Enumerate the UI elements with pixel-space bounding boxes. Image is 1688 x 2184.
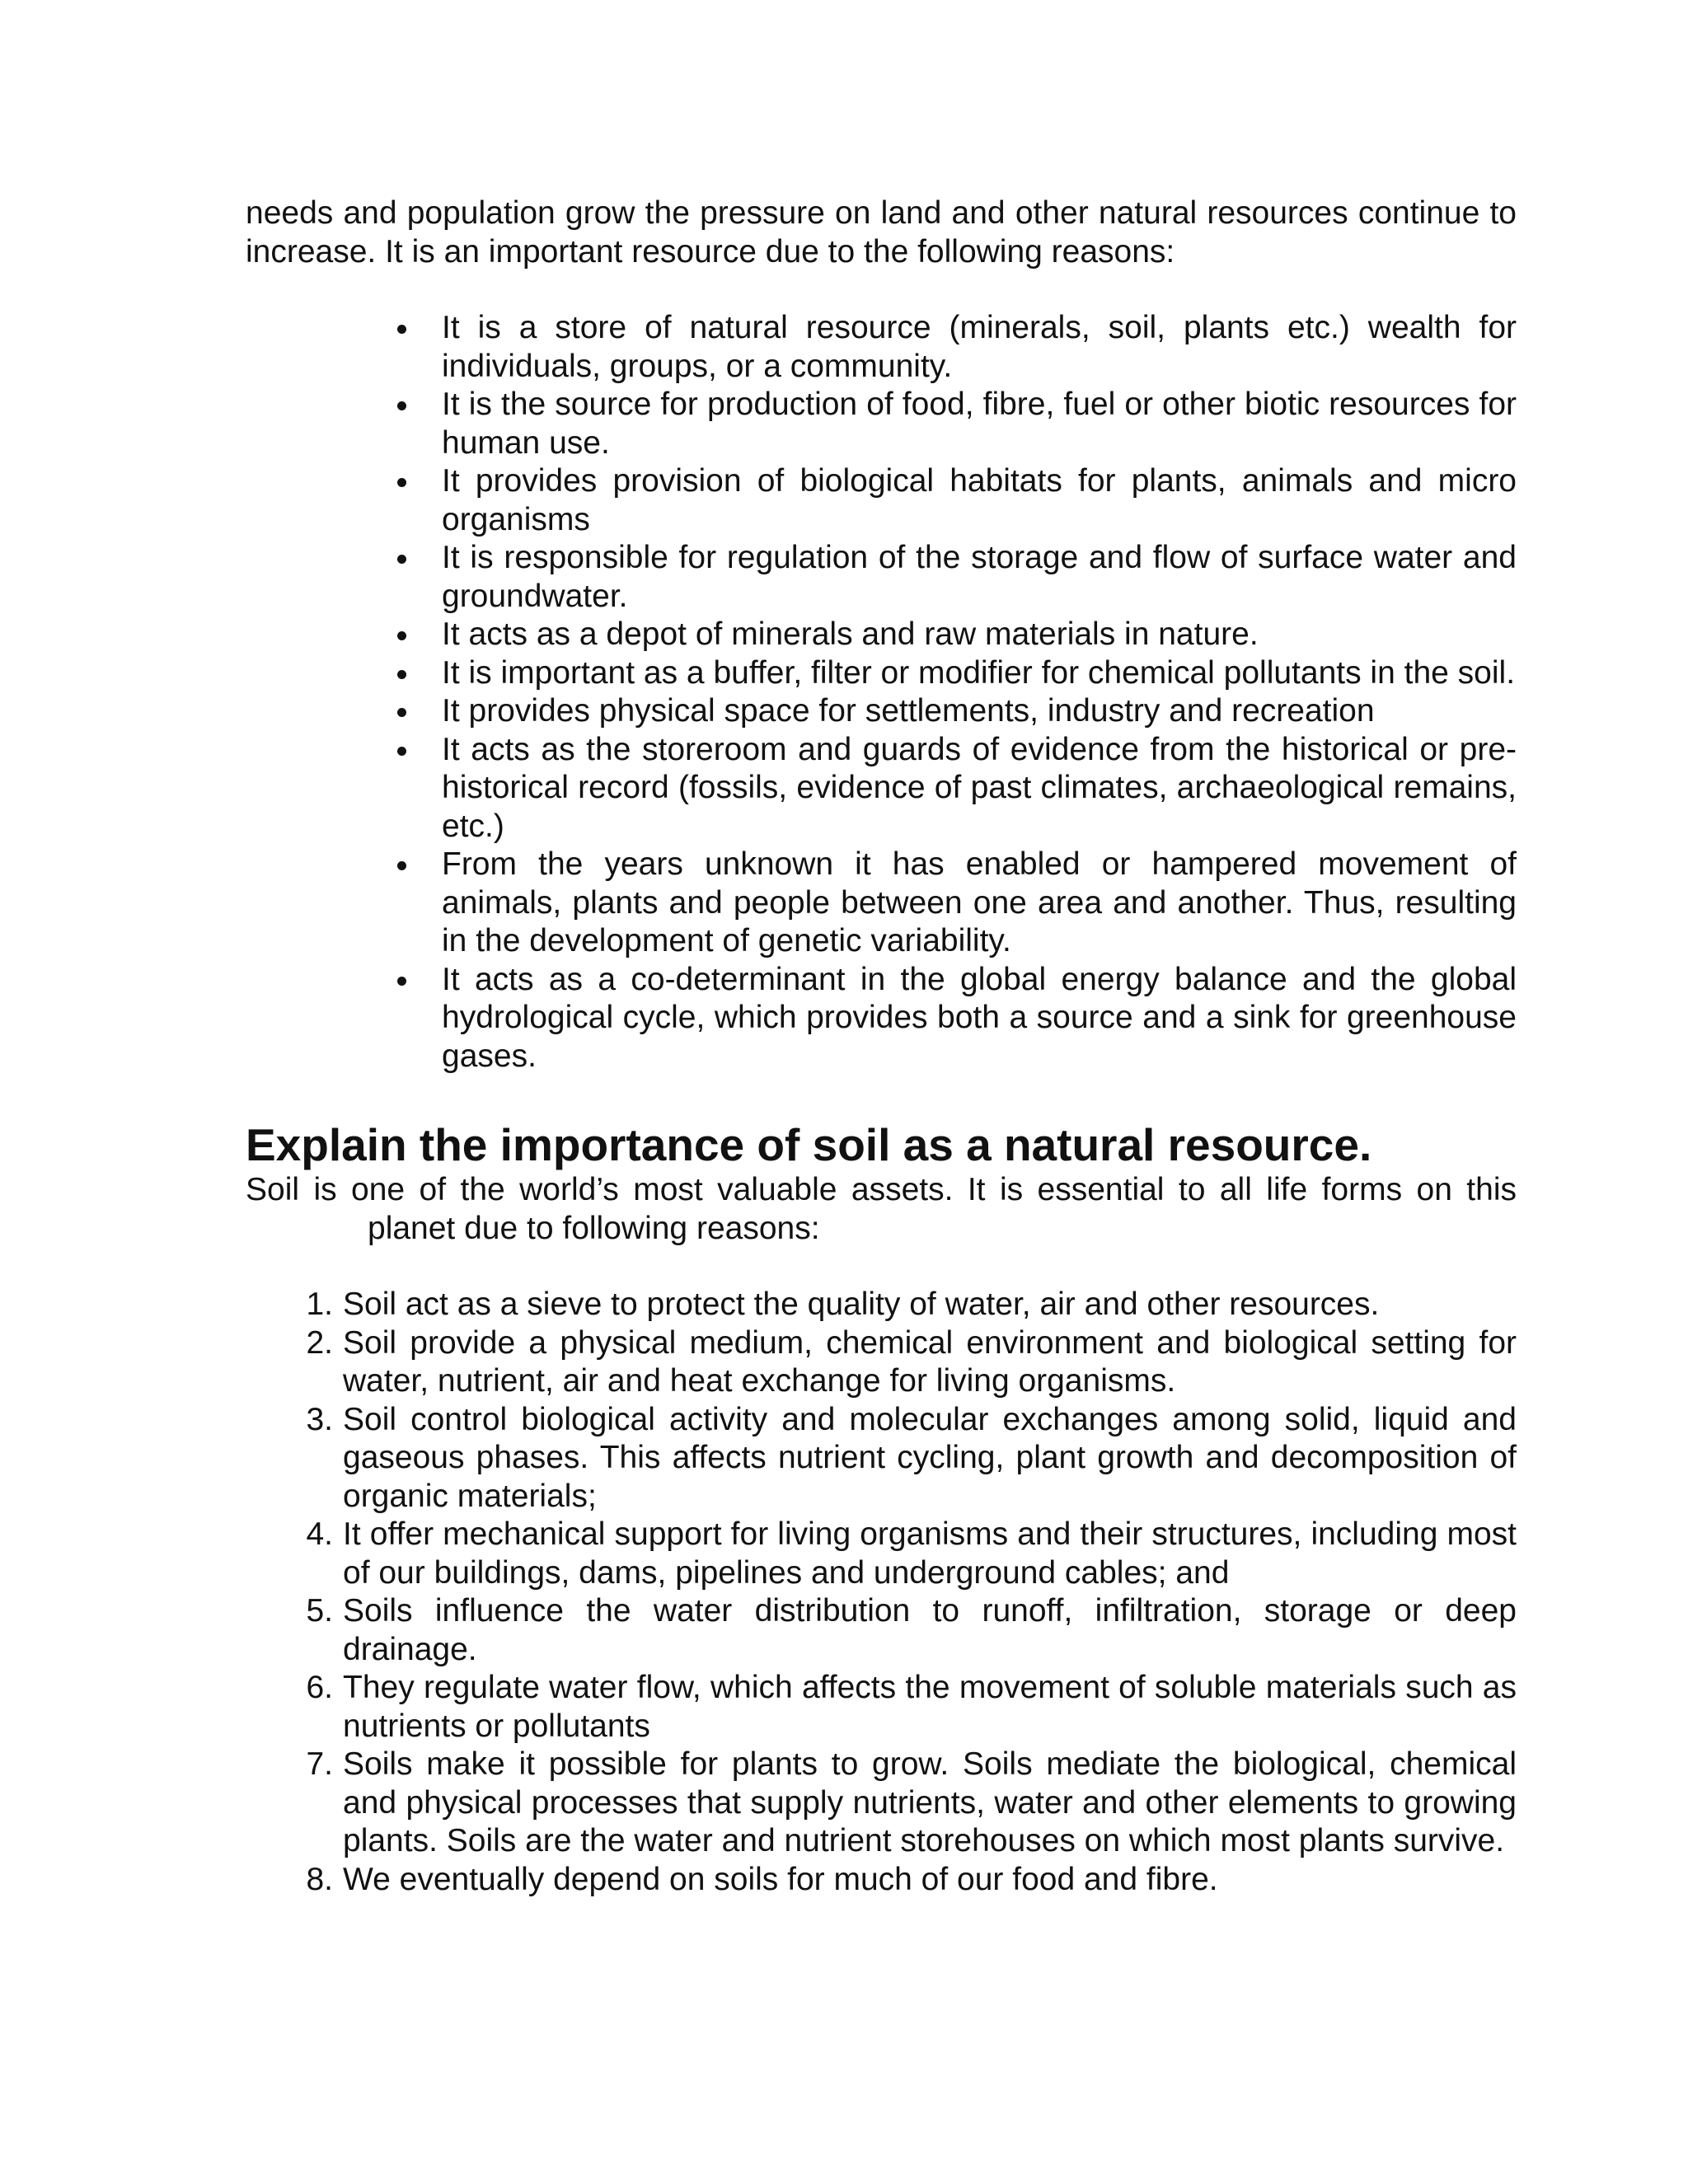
bullet-text: It is important as a buffer, filter or modifier for chemical pollutants in the soil. bbox=[442, 654, 1516, 691]
bullet-icon bbox=[397, 708, 406, 717]
bullet-icon bbox=[397, 861, 406, 870]
bullet-text: From the years unknown it has enabled or hampered movement of animals, plants and people between one area and another. Thus, resulting in the development of genetic variability. bbox=[442, 846, 1517, 958]
page-content bbox=[246, 194, 1517, 1899]
numbered-item bbox=[306, 1861, 1517, 1900]
bullet-icon bbox=[397, 747, 406, 756]
numbered-item bbox=[306, 1516, 1517, 1592]
bullet-item bbox=[442, 616, 1517, 654]
numbered-item bbox=[306, 1324, 1517, 1401]
item-number: 7. bbox=[306, 1746, 333, 1782]
item-number: 5. bbox=[306, 1593, 333, 1629]
bullet-item bbox=[442, 654, 1517, 693]
item-number: 8. bbox=[306, 1861, 333, 1897]
item-number: 2. bbox=[306, 1324, 333, 1361]
item-text: Soil control biological activity and molecular exchanges among solid, liquid and gaseous phases. This affects nutrient cycling, plant growth and decomposition of organic materials; bbox=[343, 1401, 1517, 1514]
item-text: Soil act as a sieve to protect the quality of water, air and other resources. bbox=[343, 1286, 1380, 1322]
bullet-icon bbox=[397, 555, 406, 564]
numbered-item bbox=[306, 1669, 1517, 1746]
section-lead bbox=[246, 1171, 1517, 1248]
bullet-text: It acts as a depot of minerals and raw materials in nature. bbox=[442, 616, 1259, 652]
item-number: 3. bbox=[306, 1401, 333, 1437]
bullet-icon bbox=[397, 401, 406, 410]
bullet-text: It acts as a co-determinant in the global energy balance and the global hydrological cycle, which provides both a source and a sink for greenhouse gases. bbox=[442, 961, 1517, 1074]
soil-importance-numbered-list bbox=[246, 1286, 1517, 1899]
item-text: Soils make it possible for plants to grow. Soils mediate the biological, chemical and physical processes that supply nutrients, water and other elements to growing plants. Soils are the water and nutrient storehouses on which most plants survive. bbox=[343, 1746, 1517, 1858]
bullet-icon bbox=[397, 325, 406, 334]
intro-paragraph: needs and population grow the pressure on land and other natural resources continue to increase. It is an important resource due to the following reasons: bbox=[246, 195, 1517, 269]
bullet-item bbox=[442, 961, 1517, 1076]
numbered-item bbox=[306, 1286, 1517, 1324]
item-text: Soils influence the water distribution to runoff, infiltration, storage or deep drainage. bbox=[343, 1593, 1517, 1667]
bullet-item bbox=[442, 386, 1517, 462]
bullet-text: It is the source for production of food, fibre, fuel or other biotic resources for human use. bbox=[442, 387, 1517, 461]
bullet-icon bbox=[397, 631, 406, 640]
bullet-item bbox=[442, 731, 1517, 846]
section-lead-text: Soil is one of the world’s most valuable assets. It is essential to all life forms on this planet due to following reasons: bbox=[246, 1172, 1517, 1246]
land-importance-bullet-list bbox=[246, 309, 1517, 1076]
item-number: 6. bbox=[306, 1670, 333, 1705]
bullet-item bbox=[442, 846, 1517, 961]
item-number: 1. bbox=[306, 1286, 333, 1322]
item-text: It offer mechanical support for living organisms and their structures, including most of our buildings, dams, pipelines and underground cables; and bbox=[343, 1516, 1517, 1591]
bullet-item bbox=[442, 309, 1517, 386]
bullet-text: It acts as the storeroom and guards of evidence from the historical or pre-historical record (fossils, evidence of past climates, archaeological remains, etc.) bbox=[442, 731, 1517, 844]
item-text: They regulate water flow, which affects the movement of soluble materials such as nutrients or pollutants bbox=[343, 1670, 1517, 1744]
bullet-item bbox=[442, 692, 1517, 731]
section-heading: Explain the importance of soil as a natural resource. bbox=[246, 1119, 1372, 1170]
bullet-icon bbox=[397, 478, 406, 487]
numbered-item bbox=[306, 1592, 1517, 1669]
bullet-text: It provides provision of biological habitats for plants, animals and micro organisms bbox=[442, 463, 1517, 537]
bullet-text: It is a store of natural resource (minerals, soil, plants etc.) wealth for individuals, groups, or a community. bbox=[442, 310, 1517, 384]
item-text: We eventually depend on soils for much of our food and fibre. bbox=[343, 1861, 1218, 1897]
item-text: Soil provide a physical medium, chemical environment and biological setting for water, nutrient, air and heat exchange for living organisms. bbox=[343, 1324, 1517, 1399]
bullet-icon bbox=[397, 670, 406, 679]
bullet-item bbox=[442, 462, 1517, 539]
bullet-item bbox=[442, 539, 1517, 616]
bullet-icon bbox=[397, 977, 406, 986]
numbered-item bbox=[306, 1401, 1517, 1516]
bullet-text: It is responsible for regulation of the storage and flow of surface water and groundwater. bbox=[442, 540, 1517, 614]
numbered-item bbox=[306, 1746, 1517, 1861]
item-number: 4. bbox=[306, 1516, 333, 1552]
bullet-text: It provides physical space for settlements, industry and recreation bbox=[442, 693, 1375, 729]
